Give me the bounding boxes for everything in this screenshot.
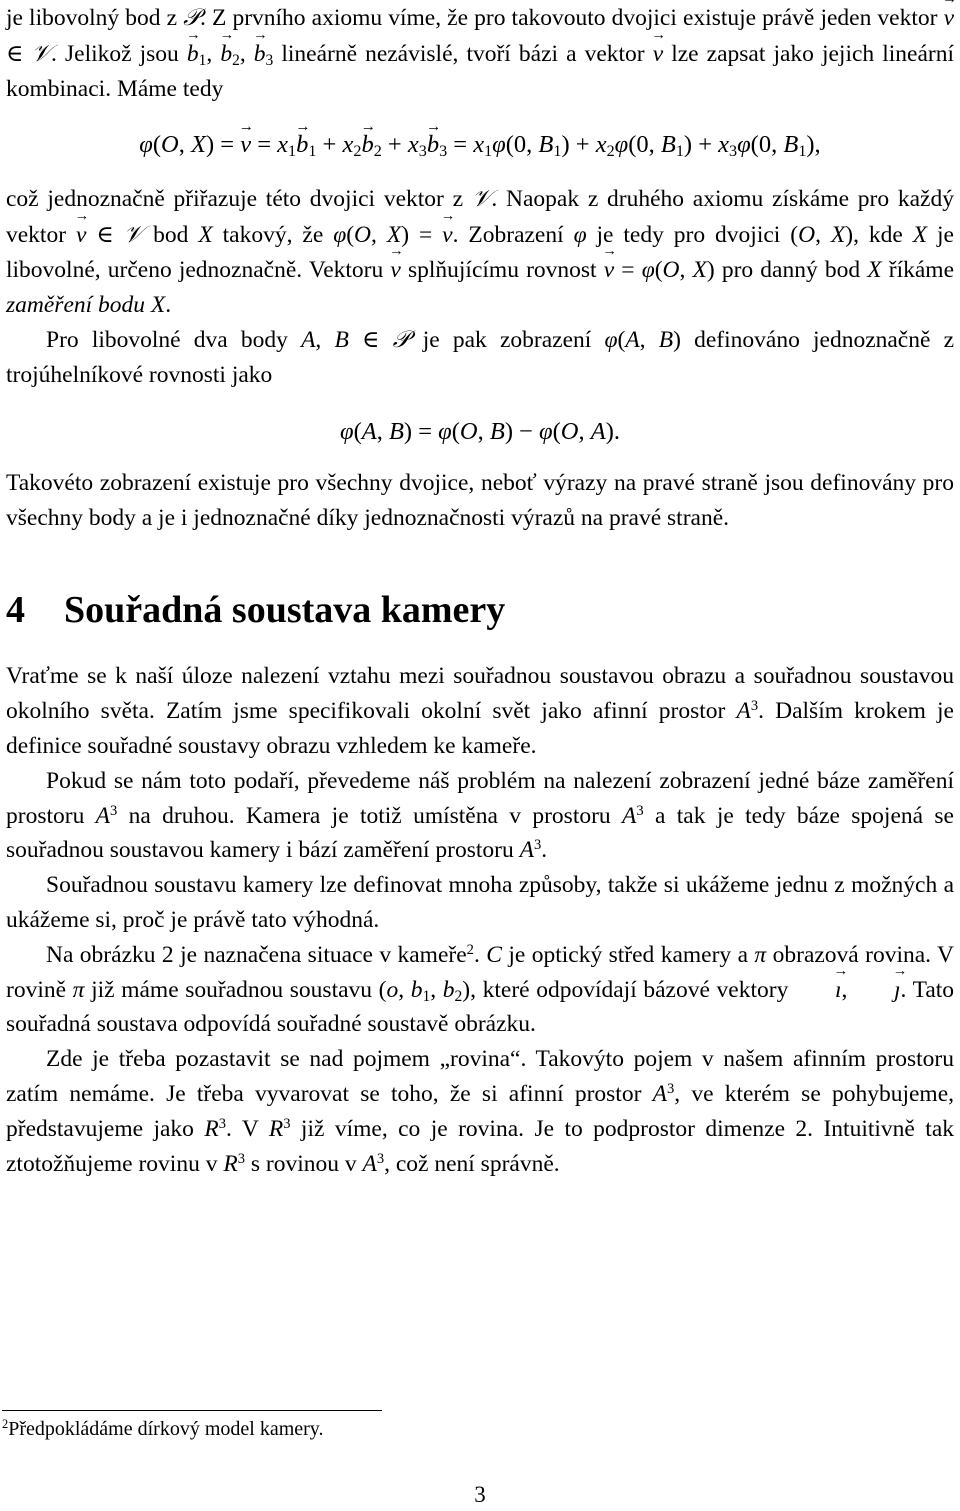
p2-text-1: což jednoznačně přiřazuje této dvojici vektor z <box>6 186 472 213</box>
vector-b: → b <box>296 128 308 163</box>
subscript: 1 <box>288 143 297 161</box>
math-A: A <box>652 1080 667 1107</box>
p8-text-4: obrazová rovina. V rovině <box>6 941 955 1003</box>
math-B: B <box>388 417 404 445</box>
math-A: A <box>519 837 534 864</box>
paragraph-4: Takovéto zobrazení existuje pro všechny dvojice, neboť výrazy na pravé straně jsou definovány pro všechny body a je i jednoznačné díky jednoznačnosti výrazů na pravé straně. <box>6 469 954 531</box>
paragraph-5 <box>6 659 954 763</box>
emphasis-term: zaměření bodu <box>6 291 146 318</box>
subscript: 1 <box>484 143 493 161</box>
phi: φ <box>139 131 153 159</box>
math-R: R <box>204 1115 219 1142</box>
p9-text-3: . V <box>225 1115 269 1142</box>
math-A: A <box>590 417 606 445</box>
footnote-number: 2 <box>2 1417 9 1432</box>
superscript: 3 <box>283 1115 291 1132</box>
vector-v: → v <box>442 218 452 253</box>
math-B: B <box>783 131 799 159</box>
p5-text-1: Vraťme se k naší úloze nalezení vztahu mezi souřadnou soustavou obrazu a souřadnou soustavou okolního světa. Zatím jsme specifikovali okolní svět jako afinní prostor <box>6 663 954 725</box>
section-title: Souřadná soustava kamery <box>64 589 506 632</box>
p1-text-2: . Z prvního axiomu víme, že pro takovouto dvojici existuje právě jeden vektor <box>200 5 944 31</box>
p8-text-6: , které odpovídají bázové vektory <box>470 976 795 1003</box>
p2-text-11: říkáme <box>881 256 955 283</box>
subscript: 2 <box>373 143 382 161</box>
subscript: 1 <box>553 143 562 161</box>
footnote <box>2 1414 324 1444</box>
math-x: x <box>277 131 289 159</box>
phi: φ <box>641 256 655 283</box>
zero: 0 <box>636 131 649 159</box>
math-R: R <box>268 1115 284 1142</box>
phi: φ <box>438 417 452 445</box>
phi: φ <box>604 327 618 354</box>
math-A: A <box>301 327 316 354</box>
p9-text-2: , ve kterém se pohybujeme, představujeme jako <box>6 1080 954 1142</box>
math-B: B <box>489 417 505 445</box>
footnote-text: Předpokládáme dírkový model kamery. <box>8 1418 324 1440</box>
math-x: x <box>473 131 485 159</box>
p2-text-5: . Zobrazení <box>452 221 574 248</box>
superscript: 3 <box>237 1150 245 1167</box>
p9-text-6: , což není správně. <box>384 1150 560 1177</box>
superscript: 3 <box>533 837 542 854</box>
p2-text-4: takový, že <box>212 221 334 248</box>
vector-v: → v <box>390 253 400 288</box>
phi: φ <box>340 417 354 445</box>
phi: φ <box>737 131 751 159</box>
math-O: O <box>354 221 372 248</box>
phi: φ <box>333 221 347 248</box>
math-b: b <box>442 976 455 1003</box>
math-C: C <box>486 941 502 968</box>
math-X: X <box>198 221 213 248</box>
p3-text-2: je pak zobrazení <box>409 327 605 354</box>
math-x: x <box>718 131 730 159</box>
superscript: 3 <box>750 698 759 715</box>
subscript: 1 <box>798 143 807 161</box>
subscript: 3 <box>439 143 448 161</box>
subscript: 3 <box>265 51 274 69</box>
math-X: X <box>150 291 166 318</box>
superscript: 3 <box>218 1115 226 1132</box>
vector-i: → ı <box>795 973 842 1008</box>
footnote-mark: 2 <box>466 941 474 958</box>
section-heading <box>6 587 954 633</box>
math-B: B <box>538 131 554 159</box>
math-pi: π <box>754 941 767 968</box>
subscript: 1 <box>675 143 684 161</box>
subscript: 1 <box>308 143 317 161</box>
symbol-V: 𝒱 <box>31 38 52 67</box>
subscript: 3 <box>729 143 738 161</box>
p9-text-5: s rovinou v <box>244 1150 363 1177</box>
page-number: 3 <box>474 1482 486 1507</box>
symbol-P: 𝒫 <box>392 325 410 354</box>
math-B: B <box>334 327 349 354</box>
math-B: B <box>658 327 674 354</box>
p6-text-2: na druhou. Kamera je totiž umístěna v prostoru <box>117 802 623 829</box>
zero: 0 <box>513 131 527 159</box>
subscript: 2 <box>606 143 615 161</box>
p1-text-6: lze zapsat jako jejich lineární kombinaci. Máme tedy <box>6 40 955 102</box>
element-of: ∈ <box>86 221 124 248</box>
math-pi: π <box>72 976 85 1003</box>
p2-text-9: splňujícímu rovnost <box>400 256 604 283</box>
vector-b: → b <box>220 37 232 72</box>
p2-text-8: je libovolné, určeno jednoznačně. Vektoru <box>6 221 954 283</box>
subscript: 2 <box>232 51 240 69</box>
equation-1: φ(O, X) = → $v = x_1\to b_1 + x_2\to b_2 + x_3\to b_3 = x_1\varphi(0$, $B_1) + x_2\varphi(0$, $B_1) + x_3\varphi(0$, $B_1$), <box>6 128 954 163</box>
math-A: A <box>362 1150 377 1177</box>
vector-b: → b <box>254 37 266 72</box>
footnote-rule <box>2 1410 382 1411</box>
math-X: X <box>830 221 846 248</box>
section-number: 4 <box>6 589 25 632</box>
phi: φ <box>573 221 587 248</box>
vector-v: → v <box>653 37 663 72</box>
comma: , <box>206 40 221 67</box>
superscript: 3 <box>666 1080 675 1097</box>
p2-text-7: , kde <box>853 221 913 248</box>
vector-v: → v <box>944 1 954 36</box>
math-O: O <box>560 417 579 445</box>
math-X: X <box>912 221 928 248</box>
p9-text-4: již víme, co je rovina. Je to podprostor dimenze 2. Intuitivně tak ztotožňujeme rovinu v <box>6 1115 954 1177</box>
symbol-V: 𝒱 <box>123 219 144 248</box>
symbol-V: 𝒱 <box>471 184 492 213</box>
math-X: X <box>867 256 882 283</box>
math-A: A <box>95 802 111 829</box>
superscript: 3 <box>636 802 644 819</box>
element-of: ∈ <box>6 40 32 67</box>
math-O: O <box>662 256 680 283</box>
math-A: A <box>625 327 640 354</box>
math-A: A <box>361 417 377 445</box>
p8-text-3: je optický střed kamery a <box>501 941 755 968</box>
p5-text-2: . Dalším krokem je definice souřadné soustavy obrazu vzhledem ke kameře. <box>6 698 954 759</box>
math-x: x <box>407 131 419 159</box>
paragraph-7: Souřadnou soustavu kamery lze definovat mnoha způsoby, takže si ukážeme jednu z možných a ukážeme si, proč je právě tato výhodná. <box>6 872 954 933</box>
page <box>6 0 954 1511</box>
vector-v: → v <box>76 218 86 253</box>
p9-text-1: Zde je třeba pozastavit se nad pojmem „rovina“. Takovýto pojem v našem afinním prostoru zatím nemáme. Je třeba vyvarovat se toho, že si afinní prostor <box>6 1046 954 1107</box>
p1-text-5: lineárně nezávislé, tvoří bázi a vektor <box>273 40 653 67</box>
p2-text-6: je tedy pro dvojici <box>586 221 791 248</box>
superscript: 3 <box>110 802 118 819</box>
p8-text-5: již máme souřadnou soustavu <box>84 976 379 1003</box>
p1-text-4: . Jelikož jsou <box>51 40 187 67</box>
period: . <box>165 291 172 318</box>
phi: φ <box>614 131 629 159</box>
math-b: b <box>410 976 423 1003</box>
p3-text-3: definováno jednoznačně z trojúhelníkové rovnosti jako <box>6 327 955 389</box>
math-X: X <box>386 221 402 248</box>
p2-text-3: bod <box>143 221 199 248</box>
vector-j: → ȷ <box>854 973 901 1008</box>
math-R: R <box>223 1150 238 1177</box>
p6-text-1: Pokud se nám toto podaří, převedeme náš problém na nalezení zobrazení jedné báze zaměření prostoru <box>6 767 954 829</box>
paragraph-3: Pro libovolné dva body A, B ∈ 𝒫 je pak zobrazení φ(A, B) definováno jednoznačně z trojúhelníkové rovnosti jako <box>6 325 955 389</box>
p3-text-1: Pro libovolné dva body <box>46 327 302 354</box>
symbol-P: 𝒫 <box>183 3 201 31</box>
subscript: 1 <box>198 51 207 69</box>
math-x: x <box>595 131 607 159</box>
math-x: x <box>342 131 354 159</box>
subscript: 2 <box>454 987 463 1005</box>
vector-b: → b <box>427 128 439 163</box>
p2-text-2: . Naopak z druhého axiomu získáme pro každý vektor <box>6 186 954 248</box>
phi: φ <box>492 131 506 159</box>
vector-v: → v <box>604 253 614 288</box>
math-X: X <box>692 256 707 283</box>
vector-v: → v <box>240 128 251 163</box>
math-O: O <box>798 221 816 248</box>
paragraph-8: Na obrázku 2 je naznačena situace v kameře$^2$. C je optický střed kamery a π obrazová rovina. V rovině π již máme souřadnou soustavu (o, $b_1$, $b_2$), které odpovídají bázové vektory → ı, → ȷ. Tato souřadná soustava odpovídá souřadné soustavě obrázku. <box>6 938 954 1042</box>
p8-text-1: Na obrázku 2 je naznačena situace v kameře <box>46 941 467 968</box>
paragraph-9 <box>6 1042 954 1181</box>
paragraph-6 <box>6 764 954 868</box>
element-of: ∈ <box>348 327 393 354</box>
subscript: 2 <box>353 143 362 161</box>
p8-text-2: . <box>473 941 487 968</box>
math-O: O <box>161 131 179 159</box>
phi: φ <box>539 417 553 445</box>
paragraph-1 <box>6 0 954 106</box>
p6-text-3: a tak je tedy báze spojená se souřadnou soustavou kamery i bází zaměření prostoru <box>6 802 954 864</box>
comma: , <box>239 40 254 67</box>
p2-text-10: pro danný bod <box>714 256 868 283</box>
paragraph-2: což jednoznačně přiřazuje této dvojici vektor z 𝒱. Naopak z druhého axiomu získáme pro každý vektor → v ∈ 𝒱 bod X takový, že φ(O, X) = → v. Zobrazení φ je tedy pro dvojici (O, X), kde X je libovolné, určeno jednoznačně. Vektoru → v splňujícímu rovnost → v = φ(O, X) pro danný bod X říkáme zaměření bodu X. <box>6 181 954 322</box>
math-X: X <box>190 131 206 159</box>
vector-b: → b <box>187 37 199 72</box>
subscript: 1 <box>422 987 431 1005</box>
equation-2: φ(A, B) = φ(O, B) − φ(O, A). <box>340 417 620 445</box>
math-A: A <box>622 802 637 829</box>
subscript: 3 <box>418 143 427 161</box>
math-o: o <box>386 976 399 1003</box>
superscript: 3 <box>376 1150 385 1167</box>
math-B: B <box>660 131 676 159</box>
math-O: O <box>459 417 478 445</box>
p1-text-1: je libovolný bod z <box>6 5 184 31</box>
math-A: A <box>736 698 751 725</box>
period: . <box>541 837 548 864</box>
zero: 0 <box>758 131 772 159</box>
p8-text-7: . Tato souřadná soustava odpovídá souřadné soustavě obrázku. <box>6 976 955 1038</box>
vector-b: → b <box>361 128 373 163</box>
